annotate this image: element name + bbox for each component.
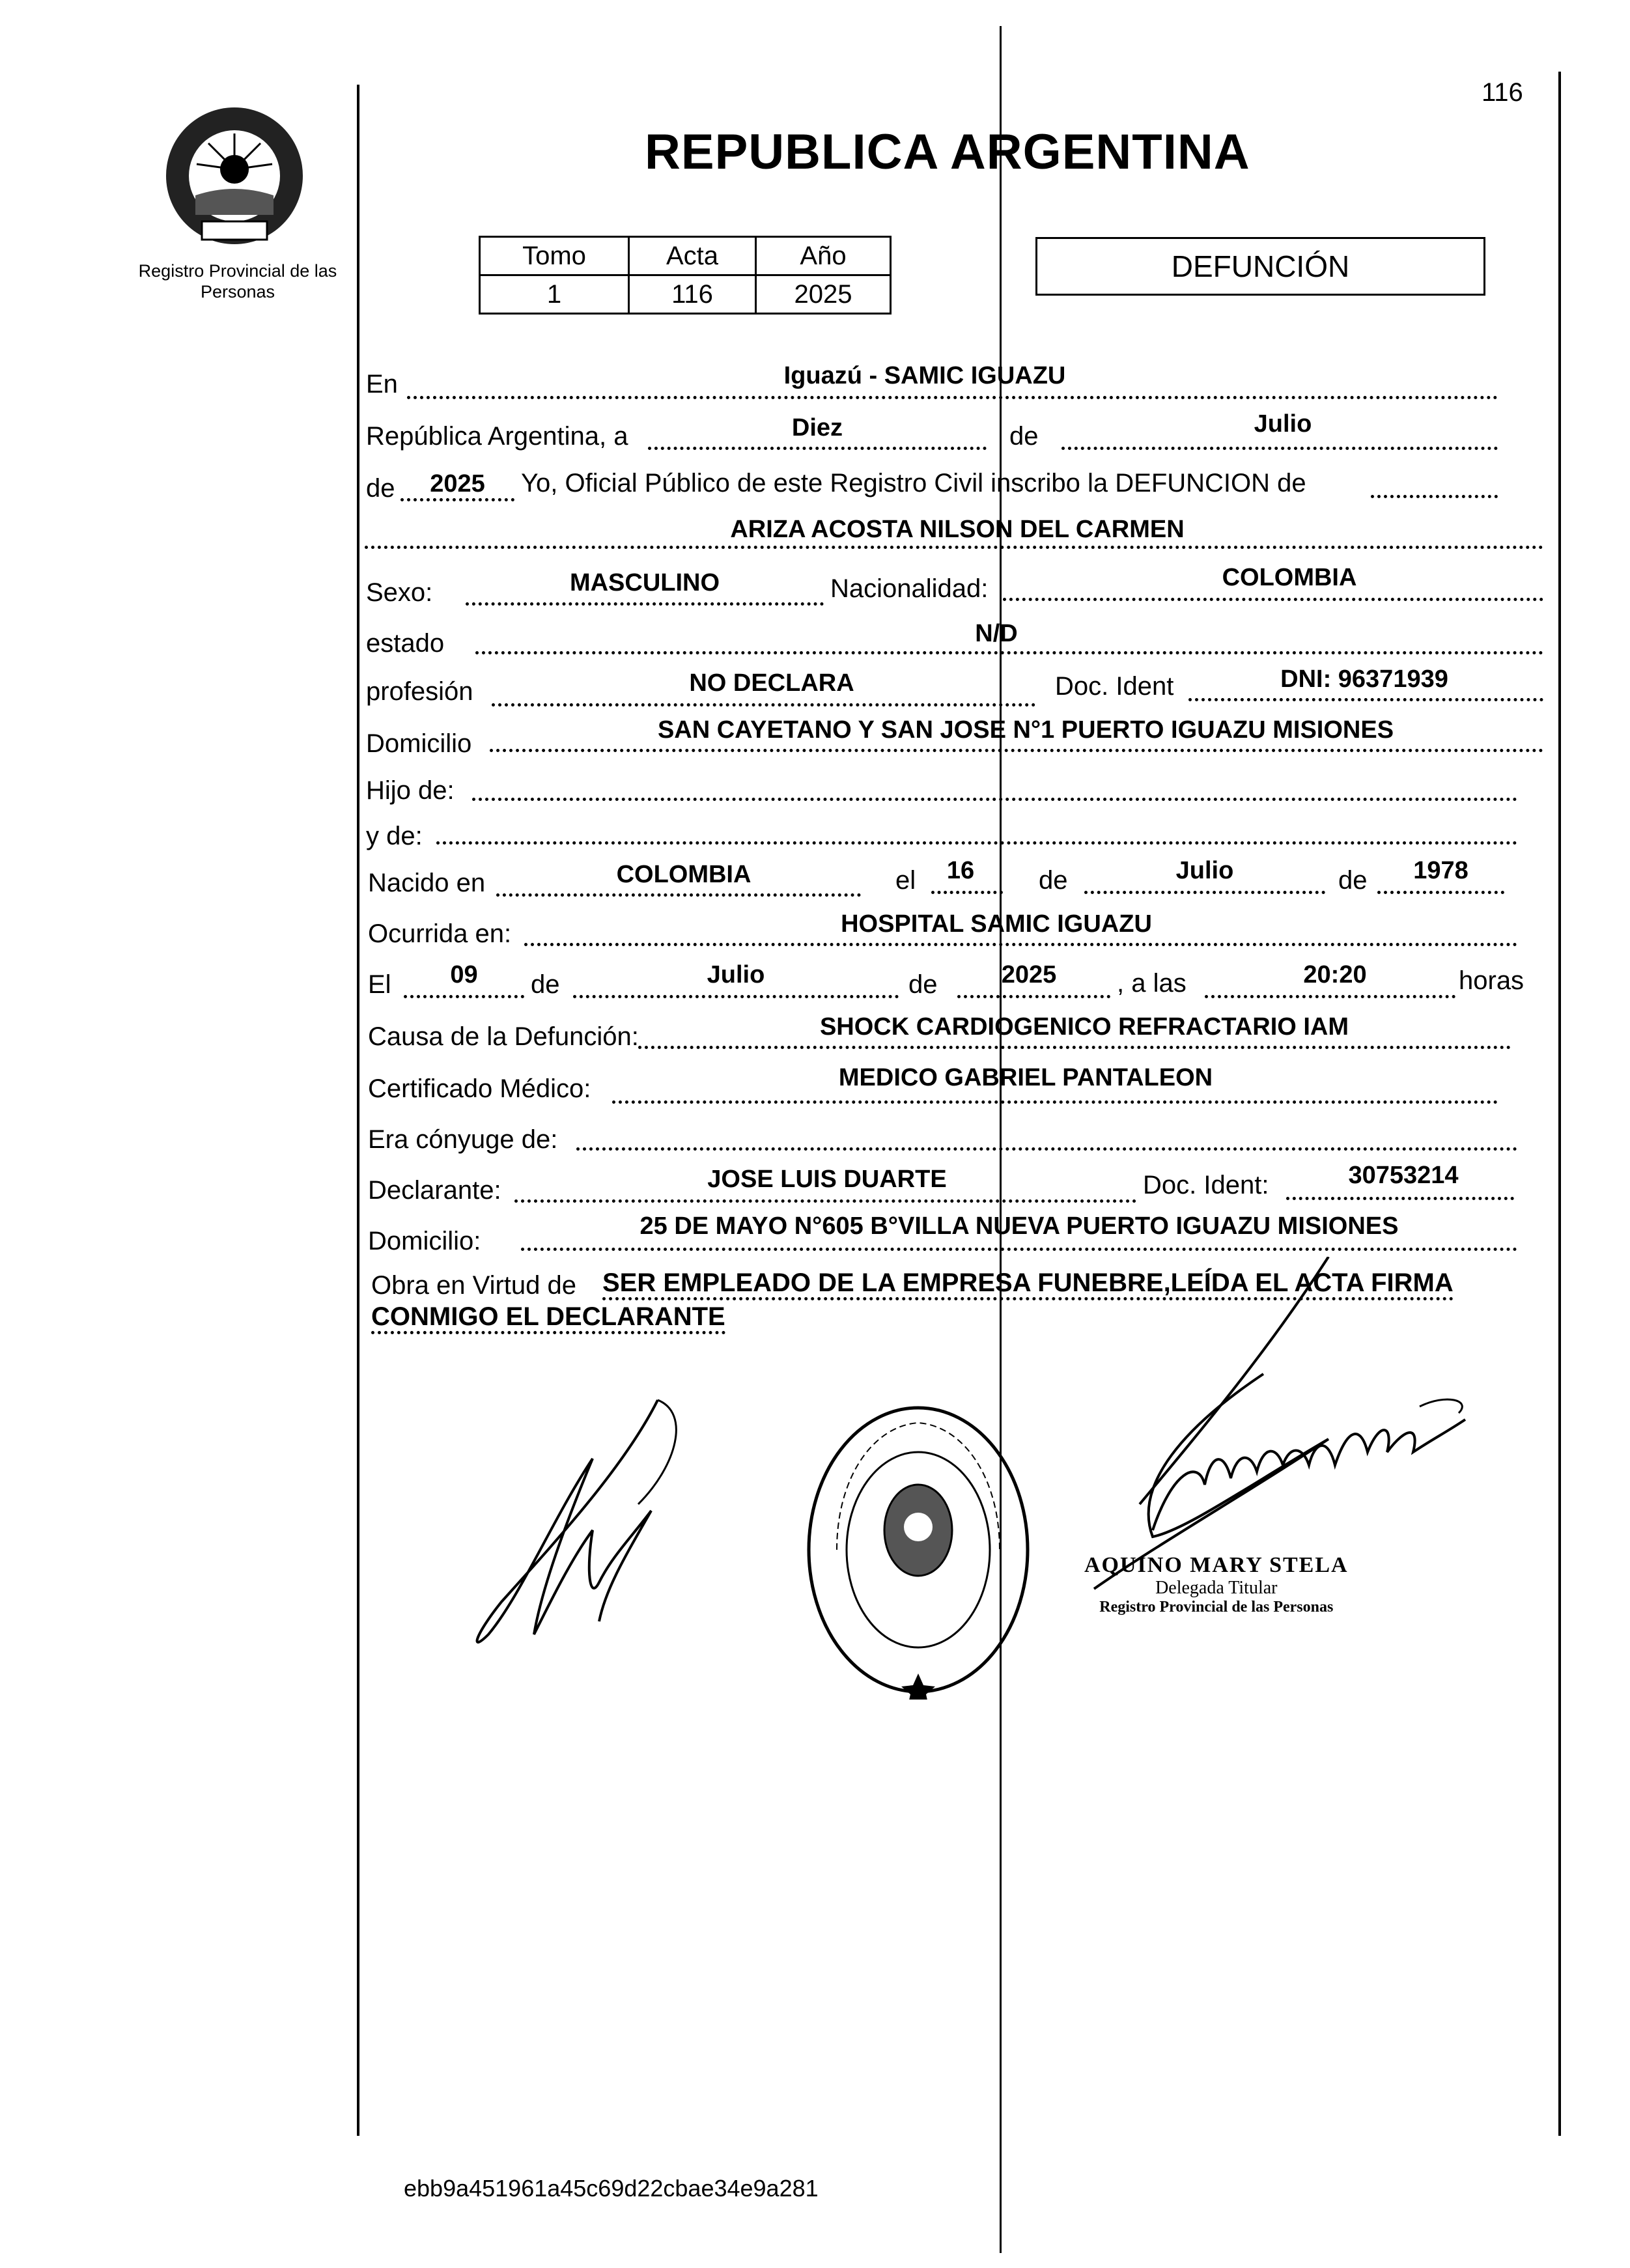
birth-day-line	[931, 891, 1003, 894]
horas-label: horas	[1459, 966, 1525, 995]
record-number-table	[479, 236, 892, 315]
birth-year-line	[1377, 891, 1504, 894]
causa-label: Causa de la Defunción:	[368, 1022, 639, 1051]
ocurrida-label: Ocurrida en:	[368, 919, 512, 948]
doc-ident-value: DNI: 96371939	[1280, 665, 1448, 693]
declarante-doc-label: Doc. Ident:	[1143, 1171, 1269, 1199]
obra-line-2	[371, 1302, 725, 1332]
hijo-de-line	[472, 798, 1517, 801]
domicilio-value: SAN CAYETANO Y SAN JOSE N°1 PUERTO IGUAZU MISIONES	[657, 716, 1394, 744]
declarante-domicilio-line	[521, 1248, 1517, 1251]
declarante-domicilio-value: 25 DE MAYO N°605 B°VILLA NUEVA PUERTO IGUAZU MISIONES	[639, 1212, 1399, 1240]
day-value: Diez	[791, 414, 843, 441]
doc-ident-label: Doc. Ident	[1055, 672, 1174, 701]
death-month-value: Julio	[707, 961, 765, 988]
en-label: En	[366, 370, 398, 399]
declarante-value: JOSE LUIS DUARTE	[707, 1166, 947, 1193]
anio-header: Año	[756, 237, 891, 275]
acta-header: Acta	[629, 237, 756, 275]
tomo-header: Tomo	[480, 237, 629, 275]
center-fold-rule	[1000, 26, 1002, 2253]
conyuge-label: Era cónyuge de:	[368, 1125, 558, 1154]
official-office: Registro Provincial de las Personas	[1099, 1599, 1334, 1616]
place-value: Iguazú - SAMIC IGUAZU	[783, 362, 1066, 389]
death-de-label: de	[531, 970, 560, 999]
el-label: el	[895, 866, 916, 895]
month-value: Julio	[1254, 410, 1312, 438]
death-time-line	[1205, 995, 1455, 998]
death-year-value: 2025	[1001, 961, 1057, 988]
official-stamp	[1084, 1553, 1349, 1616]
official-role: Delegada Titular	[1155, 1578, 1278, 1598]
en-line	[407, 396, 1498, 399]
year-line	[400, 498, 514, 501]
profesion-value: NO DECLARA	[689, 669, 854, 697]
declarante-line	[514, 1199, 1136, 1203]
name-line	[365, 546, 1543, 549]
ocurrida-line	[524, 943, 1517, 946]
nacido-line	[496, 893, 861, 897]
misiones-province-logo	[156, 98, 313, 254]
declarante-label: Declarante:	[368, 1176, 501, 1205]
death-month-line	[573, 995, 899, 998]
right-margin-rule	[1558, 72, 1561, 2136]
sexo-label: Sexo:	[366, 578, 433, 607]
nacionalidad-label: Nacionalidad:	[830, 574, 989, 603]
sexo-value: MASCULINO	[569, 569, 720, 596]
document-hash: ebb9a451961a45c69d22cbae34e9a281	[404, 2175, 819, 2202]
birthplace-value: COLOMBIA	[616, 861, 752, 888]
obra-label: Obra en Virtud de	[371, 1271, 577, 1300]
domicilio-line	[490, 749, 1543, 752]
tomo-value: 1	[480, 275, 629, 314]
sexo-line	[466, 602, 824, 606]
doc-ident-line	[1188, 698, 1543, 701]
registry-label: Registro Provincial de las Personas	[138, 261, 337, 301]
birth-de2-label: de	[1338, 866, 1368, 895]
death-time-value: 20:20	[1303, 961, 1367, 988]
nacionalidad-value: COLOMBIA	[1222, 564, 1357, 591]
y-de-label: y de:	[366, 822, 423, 850]
certificado-line	[612, 1100, 1498, 1104]
ocurrida-value: HOSPITAL SAMIC IGUAZU	[841, 910, 1152, 938]
profesion-label: profesión	[366, 677, 473, 706]
death-de2-label: de	[908, 970, 938, 999]
statement-text: Yo, Oficial Público de este Registro Civil inscribo la DEFUNCION de	[521, 469, 1306, 497]
document-title: REPUBLICA ARGENTINA	[645, 124, 1250, 180]
certificado-value: MEDICO GABRIEL PANTALEON	[838, 1064, 1213, 1091]
death-day-value: 09	[450, 961, 478, 988]
birth-month-value: Julio	[1175, 857, 1234, 884]
declarante-doc-line	[1286, 1197, 1514, 1200]
a-las-label: , a las	[1117, 969, 1187, 998]
birth-year-value: 1978	[1413, 857, 1468, 884]
y-de-line	[436, 841, 1517, 845]
year-value: 2025	[430, 470, 485, 497]
death-year-line	[957, 995, 1110, 998]
declarante-doc-value: 30753214	[1348, 1162, 1459, 1189]
obra-value-1: SER EMPLEADO DE LA EMPRESA FUNEBRE,LEÍDA EL ACTA FIRMA	[602, 1268, 1454, 1300]
estado-value: N/D	[975, 620, 1018, 647]
republica-label: República Argentina, a	[366, 422, 628, 451]
left-margin-rule	[357, 85, 359, 2136]
birth-day-value: 16	[946, 857, 975, 884]
declarante-domicilio-label: Domicilio:	[368, 1227, 481, 1255]
page-number: 116	[1482, 78, 1523, 107]
record-type-box: DEFUNCIÓN	[1035, 237, 1485, 296]
deceased-name: ARIZA ACOSTA NILSON DEL CARMEN	[730, 516, 1185, 543]
anio-value: 2025	[756, 275, 891, 314]
birth-month-line	[1084, 891, 1325, 894]
profesion-line	[492, 703, 1035, 707]
certificado-label: Certificado Médico:	[368, 1074, 591, 1103]
registry-seal	[801, 1400, 1035, 1700]
acta-value: 116	[629, 275, 756, 314]
day-line	[648, 447, 987, 450]
nacionalidad-line	[1003, 598, 1543, 601]
month-line	[1061, 447, 1498, 450]
de-label: de	[1009, 422, 1039, 451]
domicilio-label: Domicilio	[366, 729, 472, 758]
estado-label: estado	[366, 629, 445, 658]
official-name: AQUINO MARY STELA	[1084, 1553, 1349, 1577]
conyuge-line	[576, 1147, 1517, 1151]
causa-line	[638, 1046, 1511, 1049]
de-year-label: de	[366, 474, 395, 503]
nacido-label: Nacido en	[368, 869, 486, 897]
obra-value-2: CONMIGO EL DECLARANTE	[371, 1302, 725, 1334]
el-death-label: El	[368, 970, 391, 999]
causa-value: SHOCK CARDIOGENICO REFRACTARIO IAM	[819, 1013, 1349, 1041]
declarant-signature	[443, 1387, 716, 1660]
hijo-de-label: Hijo de:	[366, 776, 455, 805]
statement-line	[1371, 495, 1498, 498]
estado-line	[475, 651, 1543, 654]
death-day-line	[404, 995, 524, 998]
birth-de-label: de	[1039, 866, 1068, 895]
